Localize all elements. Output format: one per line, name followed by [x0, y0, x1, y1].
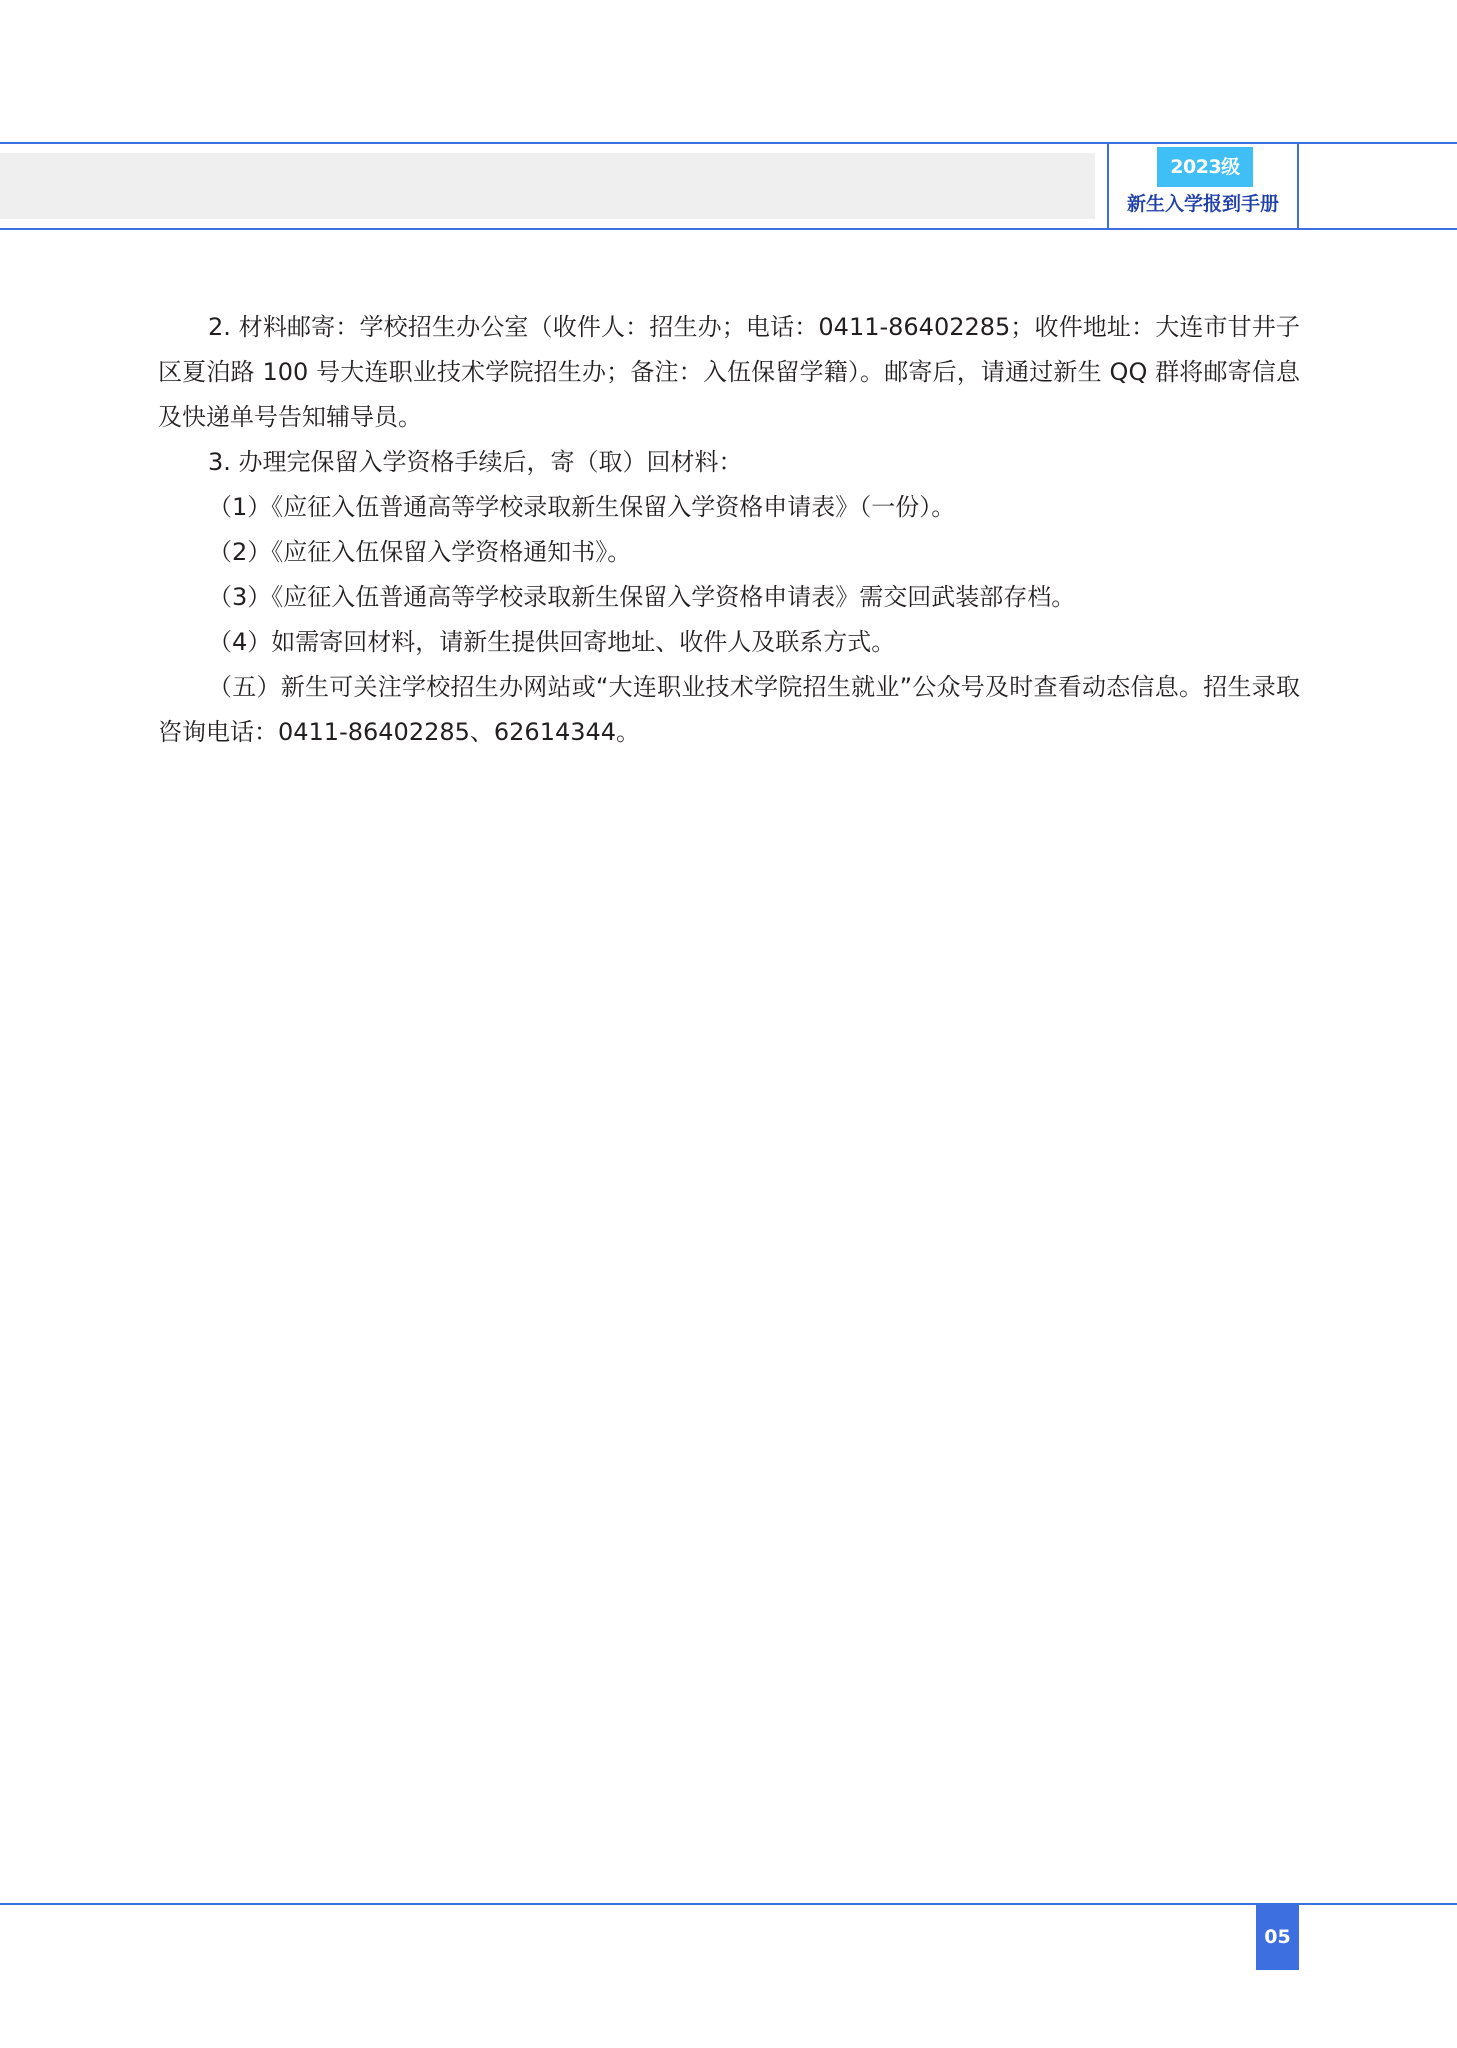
paragraph-contact: （五）新生可关注学校招生办网站或“大连职业技术学院招生就业”公众号及时查看动态信息。招生录取咨询电话：0411-86402285、62614344。	[158, 673, 1300, 746]
header-band	[0, 153, 1095, 219]
handbook-title: 新生入学报到手册	[1126, 193, 1279, 215]
body-text	[158, 305, 1300, 755]
paragraph-mailing: 2. 材料邮寄：学校招生办公室（收件人：招生办；电话：0411-86402285；收件地址：大连市甘井子区夏泊路 100 号大连职业技术学院招生办；备注：入伍保留学籍）。邮寄后，请通过新生 QQ 群将邮寄信息及快递单号告知辅导员。	[158, 313, 1300, 431]
list-item: （2）《应征入伍保留入学资格通知书》。	[208, 538, 632, 566]
header-title-box	[1107, 142, 1299, 230]
list-item: （3）《应征入伍普通高等学校录取新生保留入学资格申请表》需交回武装部存档。	[208, 583, 1076, 611]
year-tag: 2023级	[1157, 147, 1253, 187]
list-item: （1）《应征入伍普通高等学校录取新生保留入学资格申请表》（一份）。	[208, 493, 956, 521]
paragraph-return-materials: 3. 办理完保留入学资格手续后，寄（取）回材料：	[208, 448, 743, 476]
list-item: （4）如需寄回材料，请新生提供回寄地址、收件人及联系方式。	[208, 628, 896, 656]
footer-rule	[0, 1903, 1457, 1905]
page-number: 05	[1256, 1904, 1299, 1970]
